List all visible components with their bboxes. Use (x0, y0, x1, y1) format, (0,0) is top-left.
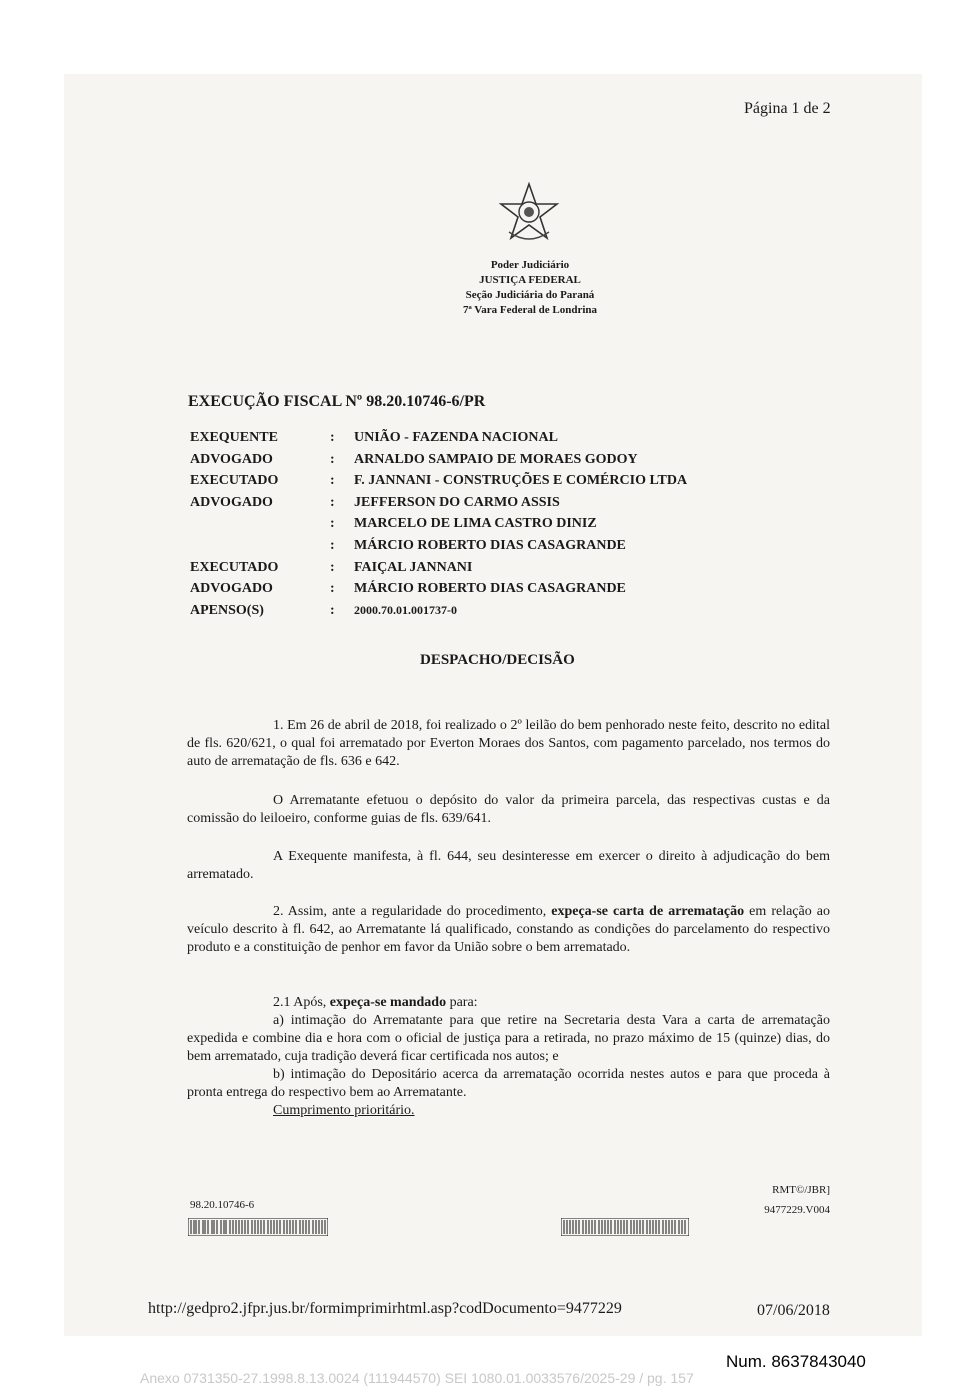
paragraph-5-bold: expeça-se mandado (329, 995, 447, 1010)
paragraph-1-text: 1. Em 26 de abril de 2018, foi realizado o 2º leilão do bem penhorado neste feito, descrito no edital de fls. 620/621, o qual foi arrematado por Everton Moraes dos Santos, com pagamento parcelado, nos termos do auto de arrematação de fls. 636 e 642. (187, 718, 830, 769)
annex-watermark: Anexo 0731350-27.1998.8.13.0024 (111944570) SEI 1080.01.0033576/2025-29 / pg. 157 (140, 1370, 694, 1386)
party-name: 2000.70.01.001737-0 (354, 602, 457, 617)
page-number: Página 1 de 2 (744, 100, 831, 117)
court-header (420, 258, 640, 318)
paragraph-3-text: A Exequente manifesta, à fl. 644, seu desinteresse em exercer o direito à adjudicação do bem arrematado. (187, 849, 830, 882)
party-role: EXEQUENTE (190, 430, 278, 445)
paragraph-5-rest: para: (446, 995, 478, 1010)
party-colon: : (330, 494, 335, 510)
paragraph-2 (187, 792, 830, 828)
party-colon: : (330, 473, 335, 489)
case-title: EXECUÇÃO FISCAL Nº 98.20.10746-6/PR (188, 393, 486, 410)
party-role: ADVOGADO (190, 494, 273, 510)
party-name: MÁRCIO ROBERTO DIAS CASAGRANDE (354, 581, 626, 597)
paragraph-5 (187, 994, 830, 1120)
paragraph-4 (187, 903, 830, 957)
court-line-4: 7ª Vara Federal de Londrina (462, 304, 598, 316)
court-line-1: Poder Judiciário (490, 259, 570, 271)
paragraph-5-text (187, 994, 830, 1012)
document-number-stamp: Num. 8637843040 (726, 1352, 866, 1371)
paragraph-2-text: O Arrematante efetuou o depósito do valor da primeira parcela, das respectivas custas e da comissão do leiloeiro, conforme guias de fls. 639/641. (187, 793, 830, 826)
court-line-2: JUSTIÇA FEDERAL (479, 274, 581, 286)
paragraph-3 (187, 848, 830, 884)
party-colon: : (330, 559, 335, 575)
party-colon: : (330, 430, 335, 445)
party-name: JEFFERSON DO CARMO ASSIS (354, 494, 560, 510)
party-colon: : (330, 451, 335, 467)
paragraph-4-rest: em relação ao veículo descrito à fl. 642, ao Arrematante lá qualificado, constando as condições do parcelamento do respectivo produto e a constituição de penhor em favor da União sobre o bem arrematado. (187, 904, 830, 955)
party-name: MÁRCIO ROBERTO DIAS CASAGRANDE (354, 537, 626, 553)
coat-of-arms-icon (497, 182, 561, 246)
party-role: APENSO(S) (190, 602, 264, 618)
party-colon: : (330, 537, 335, 553)
paragraph-4-lead: 2. Assim, ante a regularidade do procedimento, (273, 904, 552, 919)
party-role: ADVOGADO (190, 451, 273, 467)
item-b-text: b) intimação do Depositário acerca da arrematação ocorrida nestes autos e para que proceda à pronta entrega do respectivo bem ao Arrematante. (187, 1067, 830, 1100)
party-name: F. JANNANI - CONSTRUÇÕES E COMÉRCIO LTDA (354, 473, 688, 489)
party-role: EXECUTADO (190, 559, 279, 575)
court-line-3: Seção Judiciária do Paraná (465, 289, 595, 301)
footer-codes (752, 1180, 830, 1220)
barcode-left (188, 1218, 328, 1236)
footer-doc-code: 9477229.V004 (764, 1204, 830, 1216)
party-name: FAIÇAL JANNANI (354, 559, 473, 575)
priority-note-text: Cumprimento prioritário. (273, 1103, 415, 1118)
party-colon: : (330, 602, 335, 618)
party-name: MARCELO DE LIMA CASTRO DINIZ (354, 516, 597, 532)
party-name: UNIÃO - FAZENDA NACIONAL (354, 430, 558, 445)
party-colon: : (330, 516, 335, 532)
party-role: ADVOGADO (190, 581, 273, 597)
footer-url: http://gedpro2.jfpr.jus.br/formimprimirhtml.asp?codDocumento=9477229 (148, 1300, 622, 1317)
footer-initials: RMT©/JBR] (772, 1184, 830, 1196)
paragraph-4-text (187, 903, 830, 957)
barcode-right (561, 1218, 689, 1236)
decision-title: DESPACHO/DECISÃO (420, 652, 575, 668)
party-role: EXECUTADO (190, 473, 279, 489)
paragraph-4-bold: expeça-se carta de arrematação (551, 904, 745, 919)
party-name: ARNALDO SAMPAIO DE MORAES GODOY (354, 451, 638, 467)
footer-doc-ref: 98.20.10746-6 (190, 1199, 255, 1211)
priority-note (187, 1102, 830, 1120)
footer-date: 07/06/2018 (757, 1302, 830, 1319)
item-a-text: a) intimação do Arrematante para que retire na Secretaria desta Vara a carta de arrematação expedida e combine dia e hora com o oficial de justiça para a retirada, no prazo máximo de 15 (quinze) dias, do bem arrematado, cuja tradição deverá ficar certificada nos autos; e (187, 1013, 830, 1064)
party-colon: : (330, 581, 335, 597)
paragraph-1 (187, 717, 830, 771)
paragraph-5-lead: 2.1 Após, (273, 995, 330, 1010)
